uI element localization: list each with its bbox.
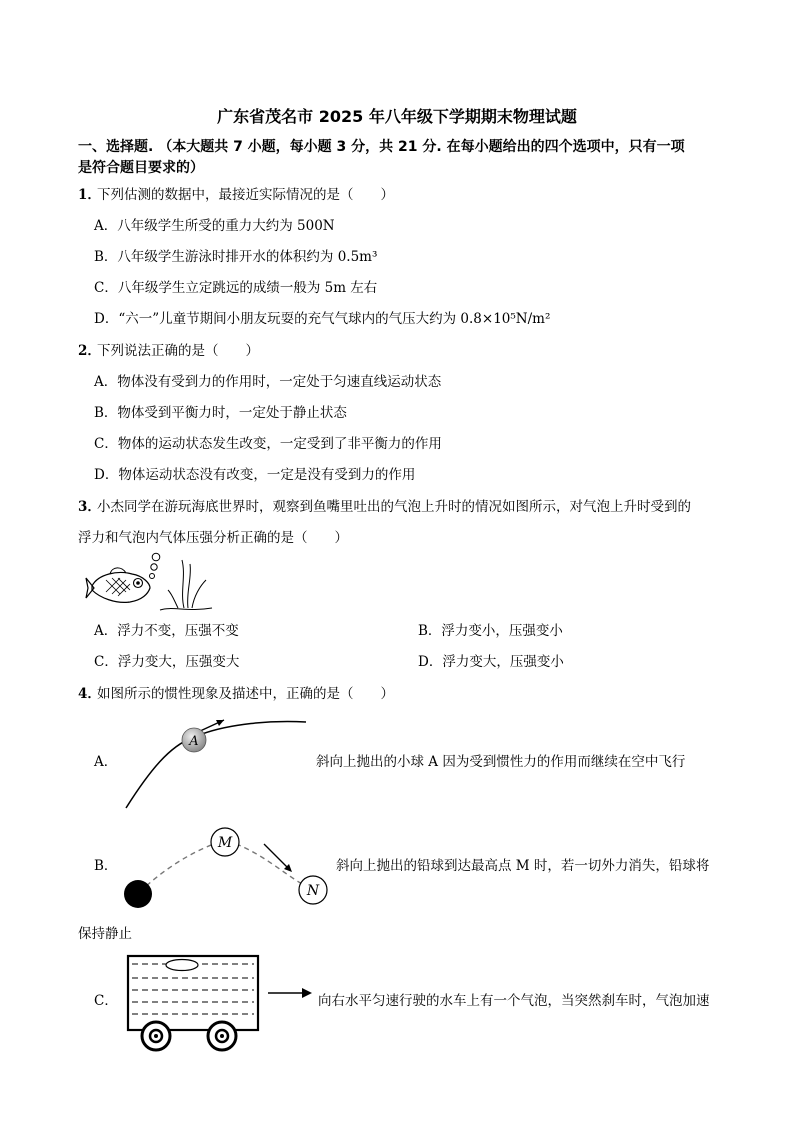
question-stem: 下列说法正确的是（ ） xyxy=(97,343,259,359)
option-b-text-cont: 保持静止 xyxy=(78,926,132,942)
option-a: A．浮力不变，压强不变 xyxy=(94,623,239,639)
option-b-text: 斜向上抛出的铅球到达最高点 M 时，若一切外力消失，铅球将 xyxy=(336,858,710,874)
option-c: C．八年级学生立定跳远的成绩一般为 5m 左右 xyxy=(94,280,378,296)
thrown-ball-figure xyxy=(120,712,310,812)
point-m-label: M xyxy=(217,835,233,851)
option-a: A．八年级学生所受的重力大约为 500N xyxy=(94,218,335,234)
option-b: B．物体受到平衡力时，一定处于静止状态 xyxy=(94,405,347,421)
question-number: 3． xyxy=(78,499,101,515)
point-n-label: N xyxy=(306,883,320,899)
question-stem: 如图所示的惯性现象及描述中，正确的是（ ） xyxy=(97,686,394,702)
option-a-label: A． xyxy=(94,754,118,770)
question-stem-line2: 浮力和气泡内气体压强分析正确的是（ ） xyxy=(78,530,348,546)
fish-bubbles-figure xyxy=(88,556,218,614)
shot-put-figure xyxy=(122,822,334,912)
option-c: C．物体的运动状态发生改变，一定受到了非平衡力的作用 xyxy=(94,436,442,452)
option-c-text: 向右水平匀速行驶的水车上有一个气泡，当突然刹车时，气泡加速 xyxy=(318,993,710,1009)
option-b: B．八年级学生游泳时排开水的体积约为 0.5m³ xyxy=(94,249,378,265)
option-a: A．物体没有受到力的作用时，一定处于匀速直线运动状态 xyxy=(94,374,442,390)
option-d: D．物体运动状态没有改变，一定是没有受到力的作用 xyxy=(94,467,416,483)
question-stem-line1: 小杰同学在游玩海底世界时，观察到鱼嘴里吐出的气泡上升时的情况如图所示，对气泡上升时受到的 xyxy=(97,499,691,515)
option-c: C．浮力变大，压强变大 xyxy=(94,654,240,670)
option-d: D．“六一”儿童节期间小朋友玩耍的充气气球内的气压大约为 0.8×10⁵N/m² xyxy=(94,311,551,327)
question-number: 4． xyxy=(78,686,101,702)
option-d: D．浮力变大，压强变小 xyxy=(418,654,564,670)
question-stem: 下列估测的数据中，最接近实际情况的是（ ） xyxy=(97,187,394,203)
question-number: 2． xyxy=(78,343,101,359)
section-header-line1: 一、选择题. （本大题共 7 小题，每小题 3 分，共 21 分. 在每小题给出的四个选项中，只有一项 xyxy=(78,139,685,155)
ball-a-label: A xyxy=(189,734,199,749)
water-cart-figure xyxy=(124,952,314,1052)
option-a-text: 斜向上抛出的小球 A 因为受到惯性力的作用而继续在空中飞行 xyxy=(316,754,686,770)
page-title: 广东省茂名市 2025 年八年级下学期期末物理试题 xyxy=(217,107,577,126)
option-b-label: B． xyxy=(94,858,118,874)
question-number: 1． xyxy=(78,187,101,203)
option-b: B．浮力变小，压强变小 xyxy=(418,623,563,639)
section-header-line2: 是符合题目要求的） xyxy=(78,160,204,176)
option-c-label: C． xyxy=(94,993,118,1009)
